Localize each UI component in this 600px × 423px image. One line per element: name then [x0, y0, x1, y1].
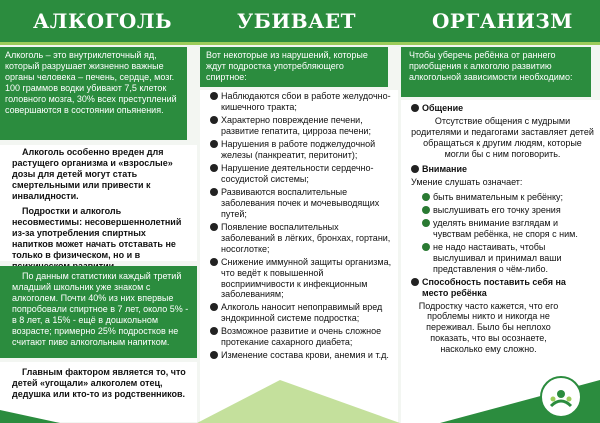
disorders-intro-block [200, 47, 388, 87]
listening-text: Умение слушать означает: [411, 176, 523, 187]
bullet-icon [411, 278, 419, 286]
list-item: Развиваются воспалительные заболевания почек и мочевыводящих путей; [210, 187, 392, 220]
header-word-alcohol: АЛКОГОЛЬ [33, 9, 173, 33]
disorders-intro-text: Вот некоторые из нарушений, которые ждут подростка употребляющего спиртное: [206, 50, 368, 82]
column-right [401, 47, 600, 423]
list-item: не надо настаивать, чтобы выслушивал и принимал ваши представления о чём-либо. [411, 242, 594, 275]
bullet-icon [422, 219, 430, 227]
bullet-icon [210, 258, 218, 266]
prevention-intro-text: Чтобы уберечь ребёнка от раннего приобщения к алкоголю развитию алкогольной зависимости необходимо: [409, 50, 573, 82]
bullet-icon [210, 92, 218, 100]
list-item: Внимание [411, 164, 594, 175]
prevention-list [401, 100, 600, 423]
list-item: Характерно повреждение печени, развитие гепатита, цирроза печени; [210, 115, 392, 137]
list-item: Алкоголь наносит непоправимый вред эндокринной системе подростка; [210, 302, 392, 324]
header-accent-bar [0, 42, 600, 45]
list-item: уделять внимание взглядам и чувствам ребёнка, не споря с ним. [411, 218, 594, 240]
header-word-organism: ОРГАНИЗМ [432, 9, 573, 33]
list-item: Изменение состава крови, анемия и т.д. [210, 350, 392, 361]
list-item: Нарушения в работе поджелудочной железы (панкреатит, перитонит); [210, 139, 392, 161]
column-middle [200, 47, 398, 423]
footer-decoration [0, 380, 600, 423]
bullet-icon [422, 206, 430, 214]
header-word-kills: УБИВАЕТ [237, 9, 357, 33]
organization-logo-icon [540, 376, 582, 418]
bullet-icon [210, 303, 218, 311]
footer-wedge-middle [197, 380, 400, 423]
list-item: Нарушение деятельности сердечно-сосудистой системы; [210, 163, 392, 185]
list-item: Появление воспалительных заболеваний в лёгких, бронхах, гортани, носоглотке; [210, 222, 392, 255]
list-item: Возможное развитие и очень сложное протекание сахарного диабета; [210, 326, 392, 348]
list-item: Способность поставить себя на место ребёнка [411, 277, 594, 299]
bullet-icon [422, 193, 430, 201]
list-item: Снижение иммунной защиты организма, что ведёт к повышенной восприимчивости к инфекционным заболеваниям; [210, 257, 392, 301]
prevention-intro-block [401, 47, 591, 97]
bullet-icon [210, 223, 218, 231]
alcohol-definition-block [0, 47, 187, 140]
list-item: выслушивать его точку зрения [411, 205, 594, 216]
footer-wedge-left [0, 410, 60, 423]
alcohol-definition-text: Алкоголь – это внутриклеточный яд, который разрушает жизненно важные органы человека – печень, сердце, мозг. 100 граммов водки убивают 7,5 клеток головного мозга, 30% всех преступлений совершаются в состоянии опьянения. [5, 50, 177, 115]
header-banner [0, 0, 600, 42]
column-left [0, 47, 197, 423]
bullet-icon [422, 243, 430, 251]
communication-text: Отсутствие общения с мудрыми родителями и педагогами заставляет детей обращаться к другим людям, которые могли бы с ним поговорить. [411, 115, 594, 159]
list-item: Общение [411, 103, 594, 114]
statistics-text: По данным статистики каждый третий младший школьник уже знаком с алкоголем. Почти 40% из них впервые попробовали спиртное в 7 лет, около 5% - в 8 лет, а 15% - ещё в дошкольном возрасте; примерно 25% подростков не считают пиво алкогольным напитком. [12, 271, 189, 347]
list-item: Наблюдаются сбои в работе желудочно-кишечного тракта; [210, 91, 392, 113]
bullet-icon [210, 140, 218, 148]
empathy-text: Подростку часто кажется, что его проблемы никто и никогда не переживал. Было бы неплохо показать, что вы осознаете, насколько ему сложно. [418, 300, 559, 355]
bullet-icon [210, 188, 218, 196]
bullet-icon [210, 164, 218, 172]
main-factor-text: Главным фактором является то, что детей «угощали» алкоголем отец, дедушка или кто-то из родственников. [12, 367, 186, 399]
bullet-icon [210, 116, 218, 124]
bullet-icon [411, 104, 419, 112]
harm-to-youth-text-1: Алкоголь особенно вреден для растущего организма и «взрослые» дозы для детей могут стать смертельными или привести к инвалидности. [12, 147, 173, 201]
disorders-list [200, 90, 398, 423]
harm-to-youth-block [0, 145, 197, 261]
statistics-block [0, 266, 197, 358]
bullet-icon [210, 351, 218, 359]
bullet-icon [411, 165, 419, 173]
bullet-icon [210, 327, 218, 335]
harm-to-youth-text-2: Подростки и алкоголь несовместимы: несовершеннолетний из-за употребления спиртных напитков может начать отставать не только в физическом, но и в [12, 205, 182, 260]
list-item: быть внимательным к ребёнку; [411, 192, 594, 203]
